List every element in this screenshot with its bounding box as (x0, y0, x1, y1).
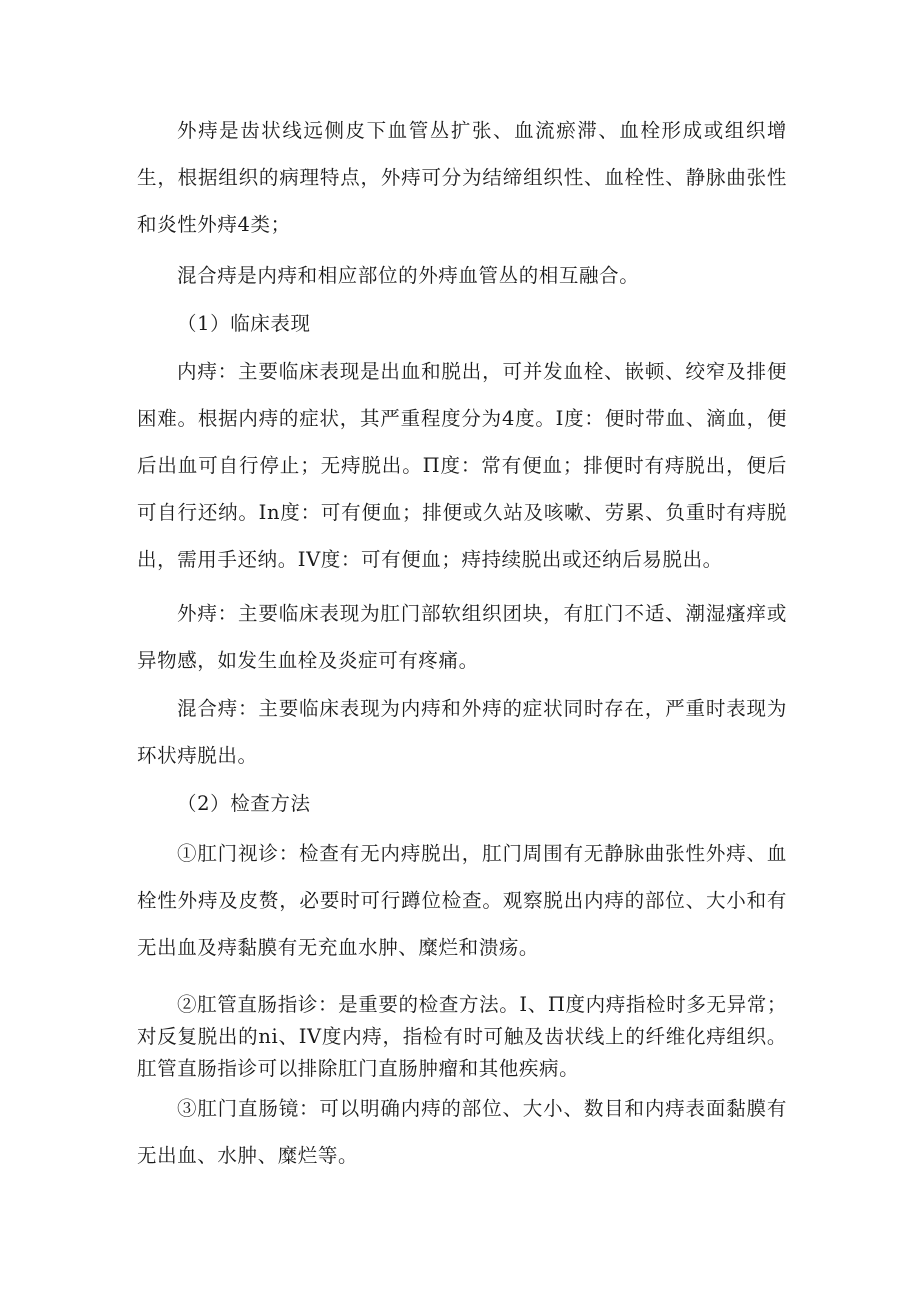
paragraph-digital-rectal-exam: ②肛管直肠指诊：是重要的检查方法。I、Π度内痔指检时多无异常；对反复脱出的ni、IV度内痔，指检有时可触及齿状线上的纤维化痔组织。肛管直肠指诊可以排除肛门直肠肿瘤和其他疾病。 (137, 993, 787, 1080)
paragraph-internal-hemorrhoid-symptoms: 内痔：主要临床表现是出血和脱出，可并发血栓、嵌顿、绞窄及排便困难。根据内痔的症状，其严重程度分为4度。I度：便时带血、滴血，便后出血可自行停止；无痔脱出。Π度：常有便血；排便时有痔脱出，便后可自行还纳。In度：可有便血；排便或久站及咳嗽、劳累、负重时有痔脱出，需用手还纳。IV度：可有便血；痔持续脱出或还纳后易脱出。 (137, 360, 787, 571)
paragraph-mixed-hemorrhoid-definition: 混合痔是内痔和相应部位的外痔血管丛的相互融合。 (177, 264, 640, 287)
paragraph-external-hemorrhoid-symptoms: 外痔：主要临床表现为肛门部软组织团块，有肛门不适、潮湿瘙痒或异物感，如发生血栓及炎症可有疼痛。 (137, 602, 787, 672)
paragraph-external-hemorrhoid-definition: 外痔是齿状线远侧皮下血管丛扩张、血流瘀滞、血栓形成或组织增生，根据组织的病理特点，外痔可分为结缔组织性、血栓性、静脉曲张性和炎性外痔4类； (137, 119, 787, 236)
paragraph-mixed-hemorrhoid-symptoms: 混合痔：主要临床表现为内痔和外痔的症状同时存在，严重时表现为环状痔脱出。 (137, 697, 787, 767)
paragraph-anoscopy: ③肛门直肠镜：可以明确内痔的部位、大小、数目和内痔表面黏膜有无出血、水肿、糜烂等。 (137, 1097, 787, 1167)
paragraph-anal-inspection: ①肛门视诊：检查有无内痔脱出，肛门周围有无静脉曲张性外痔、血栓性外痔及皮赘，必要时可行蹲位检查。观察脱出内痔的部位、大小和有无出血及痔黏膜有无充血水肿、糜烂和溃疡。 (137, 842, 787, 959)
heading-examination-methods: （2）检查方法 (177, 792, 311, 815)
heading-clinical-manifestations: （1）临床表现 (177, 312, 311, 335)
